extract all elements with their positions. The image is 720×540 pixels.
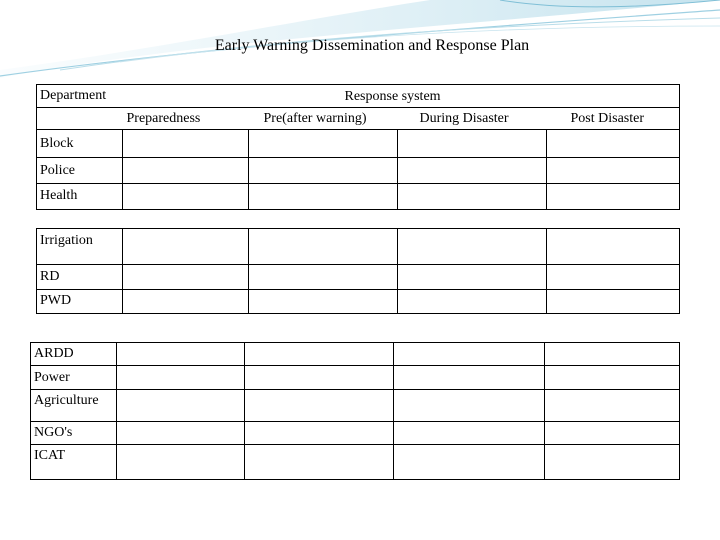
- post-disaster-cell[interactable]: [545, 390, 680, 422]
- header-during-disaster-cell: [398, 108, 547, 130]
- row-label: Police: [40, 163, 75, 178]
- pre-after-warning-cell[interactable]: [245, 343, 394, 366]
- post-disaster-cell[interactable]: [547, 229, 680, 265]
- row-label-cell: [37, 265, 123, 290]
- pre-after-warning-cell[interactable]: [249, 290, 398, 314]
- during-disaster-cell[interactable]: [394, 445, 545, 480]
- header-response-system-cell: [123, 85, 680, 108]
- header-pre-after-warning-cell: [249, 108, 398, 130]
- row-label-cell: [37, 290, 123, 314]
- pre-after-warning-cell[interactable]: [245, 366, 394, 390]
- preparedness-cell[interactable]: [123, 290, 249, 314]
- pre-after-warning-cell[interactable]: [249, 158, 398, 184]
- header-post-disaster: Post Disaster: [570, 111, 644, 126]
- header-blank-cell: [37, 108, 123, 130]
- pre-after-warning-cell[interactable]: [245, 390, 394, 422]
- post-disaster-cell[interactable]: [545, 343, 680, 366]
- preparedness-cell[interactable]: [117, 445, 245, 480]
- during-disaster-cell[interactable]: [394, 366, 545, 390]
- row-label: Health: [40, 188, 78, 203]
- row-label-cell: [37, 130, 123, 158]
- post-disaster-cell[interactable]: [547, 265, 680, 290]
- post-disaster-cell[interactable]: [547, 158, 680, 184]
- row-label: RD: [40, 269, 60, 284]
- post-disaster-cell[interactable]: [545, 445, 680, 480]
- row-label-cell: [37, 158, 123, 184]
- during-disaster-cell[interactable]: [398, 229, 547, 265]
- preparedness-cell[interactable]: [123, 158, 249, 184]
- row-label: Irrigation: [40, 233, 93, 248]
- preparedness-cell[interactable]: [117, 366, 245, 390]
- row-label-cell: [37, 184, 123, 210]
- pre-after-warning-cell[interactable]: [249, 130, 398, 158]
- header-preparedness-cell: [123, 108, 249, 130]
- table-row: [31, 422, 680, 445]
- table-group-1: [36, 84, 680, 210]
- row-label: ICAT: [34, 448, 66, 463]
- during-disaster-cell[interactable]: [398, 158, 547, 184]
- table-row: [37, 184, 680, 210]
- during-disaster-cell[interactable]: [398, 265, 547, 290]
- row-label-cell: [37, 229, 123, 265]
- table-row: [31, 343, 680, 366]
- during-disaster-cell[interactable]: [394, 343, 545, 366]
- header-department: Department: [40, 88, 107, 103]
- row-label: ARDD: [34, 346, 74, 361]
- pre-after-warning-cell[interactable]: [249, 265, 398, 290]
- post-disaster-cell[interactable]: [547, 184, 680, 210]
- table-row: [31, 390, 680, 422]
- during-disaster-cell[interactable]: [394, 422, 545, 445]
- header-department-cell: [37, 85, 123, 108]
- table-group-4: [30, 421, 680, 480]
- header-response-system: Response system: [344, 89, 441, 104]
- row-label: NGO's: [34, 425, 73, 440]
- during-disaster-cell[interactable]: [394, 390, 545, 422]
- table-row: [37, 229, 680, 265]
- table-row: [31, 445, 680, 480]
- preparedness-cell[interactable]: [123, 184, 249, 210]
- pre-after-warning-cell[interactable]: [249, 184, 398, 210]
- table-row: [37, 265, 680, 290]
- preparedness-cell[interactable]: [117, 422, 245, 445]
- header-during-disaster: During Disaster: [419, 111, 509, 126]
- table-row: [31, 366, 680, 390]
- preparedness-cell[interactable]: [117, 343, 245, 366]
- during-disaster-cell[interactable]: [398, 184, 547, 210]
- table-group-3: [30, 342, 680, 422]
- preparedness-cell[interactable]: [123, 265, 249, 290]
- row-label: Block: [40, 136, 74, 151]
- header-preparedness: Preparedness: [126, 111, 201, 126]
- row-label-cell: [31, 366, 117, 390]
- preparedness-cell[interactable]: [123, 229, 249, 265]
- post-disaster-cell[interactable]: [545, 366, 680, 390]
- during-disaster-cell[interactable]: [398, 130, 547, 158]
- row-label: Agriculture: [34, 393, 99, 408]
- preparedness-cell[interactable]: [117, 390, 245, 422]
- post-disaster-cell[interactable]: [547, 290, 680, 314]
- pre-after-warning-cell[interactable]: [245, 445, 394, 480]
- row-label: PWD: [40, 293, 72, 308]
- table-row: [37, 158, 680, 184]
- pre-after-warning-cell[interactable]: [249, 229, 398, 265]
- header-pre-after-warning: Pre(after warning): [263, 111, 367, 126]
- row-label-cell: [31, 343, 117, 366]
- slide-title: Early Warning Dissemination and Response Plan: [214, 37, 530, 54]
- row-label: Power: [34, 370, 70, 385]
- row-label-cell: [31, 445, 117, 480]
- pre-after-warning-cell[interactable]: [245, 422, 394, 445]
- header-post-disaster-cell: [547, 108, 680, 130]
- table-row: [37, 130, 680, 158]
- table-row: [37, 290, 680, 314]
- during-disaster-cell[interactable]: [398, 290, 547, 314]
- post-disaster-cell[interactable]: [547, 130, 680, 158]
- post-disaster-cell[interactable]: [545, 422, 680, 445]
- preparedness-cell[interactable]: [123, 130, 249, 158]
- row-label-cell: [31, 390, 117, 422]
- table-group-2: [36, 228, 680, 314]
- row-label-cell: [31, 422, 117, 445]
